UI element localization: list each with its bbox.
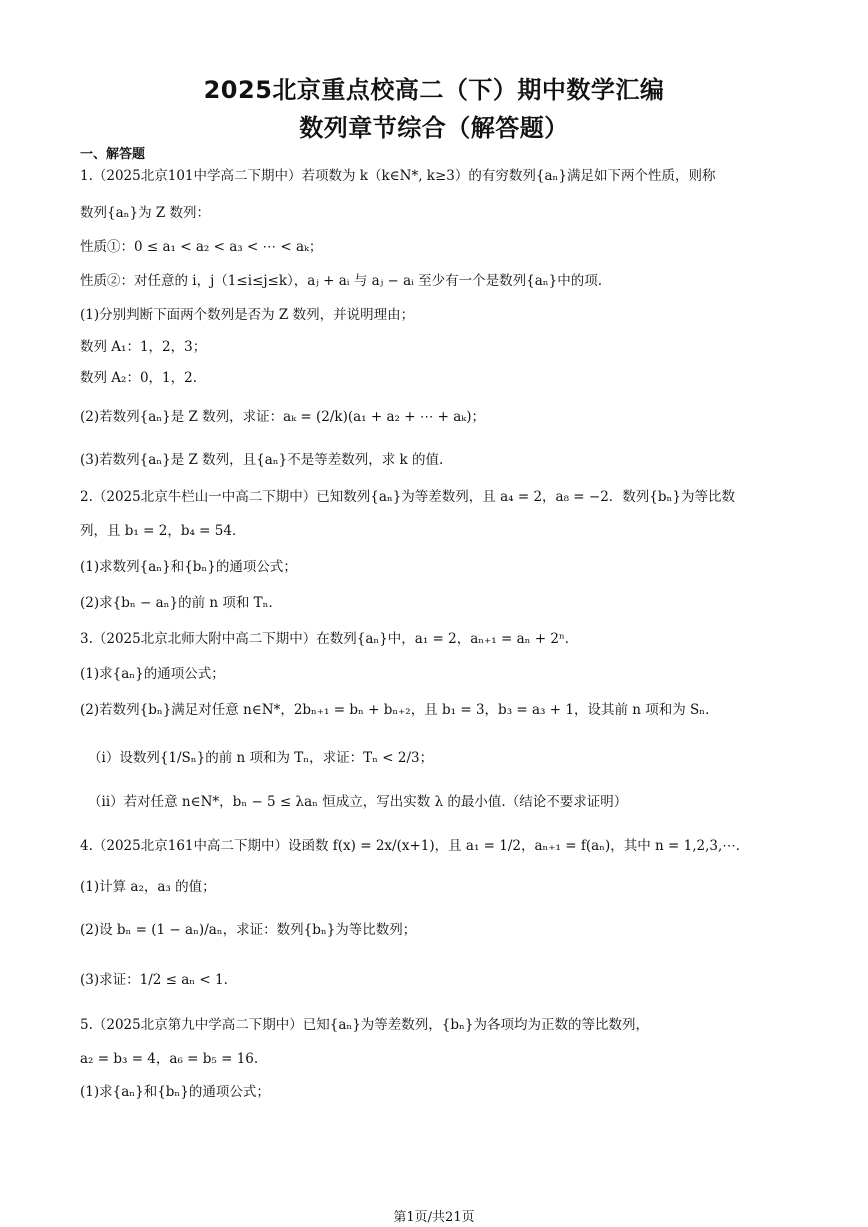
problem-3-part-1: (1)求{aₙ}的通项公式； bbox=[80, 666, 225, 682]
problem-4-stem: 4.（2025北京161中高二下期中）设函数 f(x) = 2x/(x+1)，且 a₁ = 1/2，aₙ₊₁ = f(aₙ)，其中 n = 1,2,3,⋯． bbox=[80, 838, 750, 854]
problem-3-stem: 3.（2025北京北师大附中高二下期中）在数列{aₙ}中，a₁ = 2，aₙ₊₁ = aₙ + 2ⁿ． bbox=[80, 631, 579, 647]
problem-3-part-2-ii: （ⅱ）若对任意 n∈N*，bₙ − 5 ≤ λaₙ 恒成立，写出实数 λ 的最小值.（结论不要求证明） bbox=[88, 794, 628, 810]
problem-3-part-2-i: （ⅰ）设数列{1/Sₙ}的前 n 项和为 Tₙ，求证：Tₙ < 2/3； bbox=[88, 750, 434, 766]
problem-1-property-1: 性质①：0 ≤ a₁ < a₂ < a₃ < ⋯ < aₖ； bbox=[80, 239, 323, 255]
problem-2-stem-cont: 列，且 b₁ = 2，b₄ = 54． bbox=[80, 523, 246, 539]
problem-1-sequence-a1: 数列 A₁：1，2，3； bbox=[80, 339, 207, 355]
problem-1-property-2: 性质②：对任意的 i，j（1≤i≤j≤k），aⱼ + aᵢ 与 aⱼ − aᵢ 至少有一个是数列{aₙ}中的项. bbox=[80, 273, 603, 289]
problem-2-part-1: (1)求数列{aₙ}和{bₙ}的通项公式； bbox=[80, 559, 297, 575]
problem-4-part-2: (2)设 bₙ = (1 − aₙ)/aₙ，求证：数列{bₙ}为等比数列； bbox=[80, 922, 417, 938]
problem-4-part-1: (1)计算 a₂，a₃ 的值； bbox=[80, 879, 216, 895]
problem-5-stem: 5.（2025北京第九中学高二下期中）已知{aₙ}为等差数列，{bₙ}为各项均为正数的等比数列， bbox=[80, 1017, 649, 1033]
problem-5-stem-cont: a₂ = b₃ = 4，a₆ = b₅ = 16. bbox=[80, 1051, 259, 1067]
page-subtitle: 数列章节综合（解答题） bbox=[299, 114, 569, 142]
problem-1-part-3: (3)若数列{aₙ}是 Z 数列，且{aₙ}不是等差数列，求 k 的值. bbox=[80, 452, 444, 468]
problem-1-stem: 1.（2025北京101中学高二下期中）若项数为 k（k∈N*, k≥3）的有穷数列{aₙ}满足如下两个性质，则称 bbox=[80, 168, 716, 184]
problem-2-stem: 2.（2025北京牛栏山一中高二下期中）已知数列{aₙ}为等差数列，且 a₄ = 2，a₈ = −2．数列{bₙ}为等比数 bbox=[80, 489, 735, 505]
page-title: 2025北京重点校高二（下）期中数学汇编 bbox=[203, 76, 665, 104]
problem-4-part-3: (3)求证：1/2 ≤ aₙ < 1. bbox=[80, 972, 228, 988]
problem-1-stem-cont: 数列{aₙ}为 Z 数列： bbox=[80, 205, 211, 221]
page-number: 第1页/共21页 bbox=[393, 1210, 475, 1225]
problem-1-part-2: (2)若数列{aₙ}是 Z 数列，求证：aₖ = (2/k)(a₁ + a₂ + ⋯ + aₖ)； bbox=[80, 409, 485, 425]
problem-3-part-2: (2)若数列{bₙ}满足对任意 n∈N*，2bₙ₊₁ = bₙ + bₙ₊₂，且 b₁ = 3，b₃ = a₃ + 1，设其前 n 项和为 Sₙ． bbox=[80, 702, 719, 718]
problem-1-sequence-a2: 数列 A₂：0，1，2. bbox=[80, 370, 198, 386]
section-heading: 一、解答题 bbox=[80, 147, 146, 162]
problem-5-part-1: (1)求{aₙ}和{bₙ}的通项公式； bbox=[80, 1084, 270, 1100]
problem-1-part-1: (1)分别判断下面两个数列是否为 Z 数列，并说明理由； bbox=[80, 307, 415, 323]
problem-2-part-2: (2)求{bₙ − aₙ}的前 n 项和 Tₙ． bbox=[80, 595, 282, 611]
